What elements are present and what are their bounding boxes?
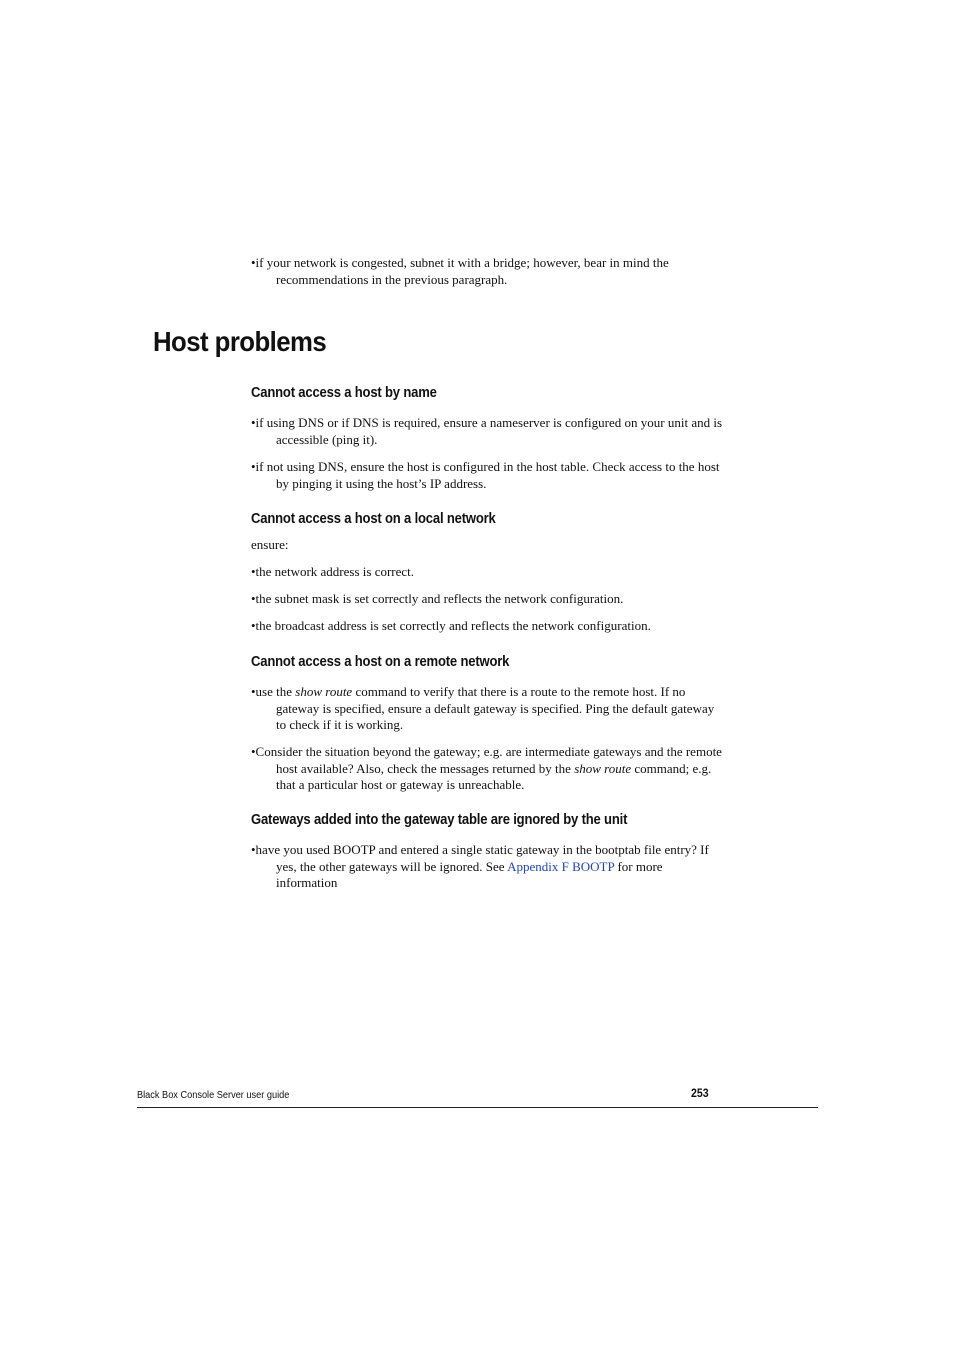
footer-guide-title: Black Box Console Server user guide xyxy=(137,1090,290,1101)
local-intro: ensure: xyxy=(251,537,289,552)
intro-bullet-congested: •if your network is congested, subnet it with a bridge; however, bear in mind the recommendations in the previous paragraph. xyxy=(251,255,669,287)
heading-host-remote-network: Cannot access a host on a remote network xyxy=(251,654,510,670)
bullet-network-address: •the network address is correct. xyxy=(251,564,415,579)
bullet-bootp: •have you used BOOTP and entered a single static gateway in the bootptab file entry? If yes, the other gateways will be ignored. See Appendix F BOOTP for more information xyxy=(251,842,709,890)
heading-host-local-network: Cannot access a host on a local network xyxy=(251,511,496,527)
heading-host-by-name: Cannot access a host by name xyxy=(251,385,437,401)
bullet-no-dns: •if not using DNS, ensure the host is configured in the host table. Check access to the host by pinging it using the host’s IP address. xyxy=(251,459,720,491)
bullet-show-route: •use the show route command to verify that there is a route to the remote host. If no gateway is specified, ensure a default gateway is specified. Ping the default gateway to check if it is working. xyxy=(251,684,715,732)
footer-rule xyxy=(137,1107,818,1108)
command-show-route: show route xyxy=(574,760,632,776)
heading-gateways-ignored: Gateways added into the gateway table are ignored by the unit xyxy=(251,812,628,828)
bullet-beyond-gateway: •Consider the situation beyond the gateway; e.g. are intermediate gateways and the remote host available? Also, check the messages returned by the show route command; e.g. that a particular host or gateway is unreachable. xyxy=(251,744,722,792)
page-number: 253 xyxy=(691,1088,709,1100)
bullet-dns: •if using DNS or if DNS is required, ensure a nameserver is configured on your unit and is accessible (ping it). xyxy=(251,415,723,447)
section-title: Host problems xyxy=(153,326,327,357)
bullet-subnet-mask: •the subnet mask is set correctly and reflects the network configuration. xyxy=(251,591,624,606)
bullet-broadcast-address: •the broadcast address is set correctly and reflects the network configuration. xyxy=(251,618,651,633)
appendix-f-bootp-link[interactable]: Appendix F BOOTP xyxy=(507,858,615,874)
command-show-route: show route xyxy=(295,684,353,699)
